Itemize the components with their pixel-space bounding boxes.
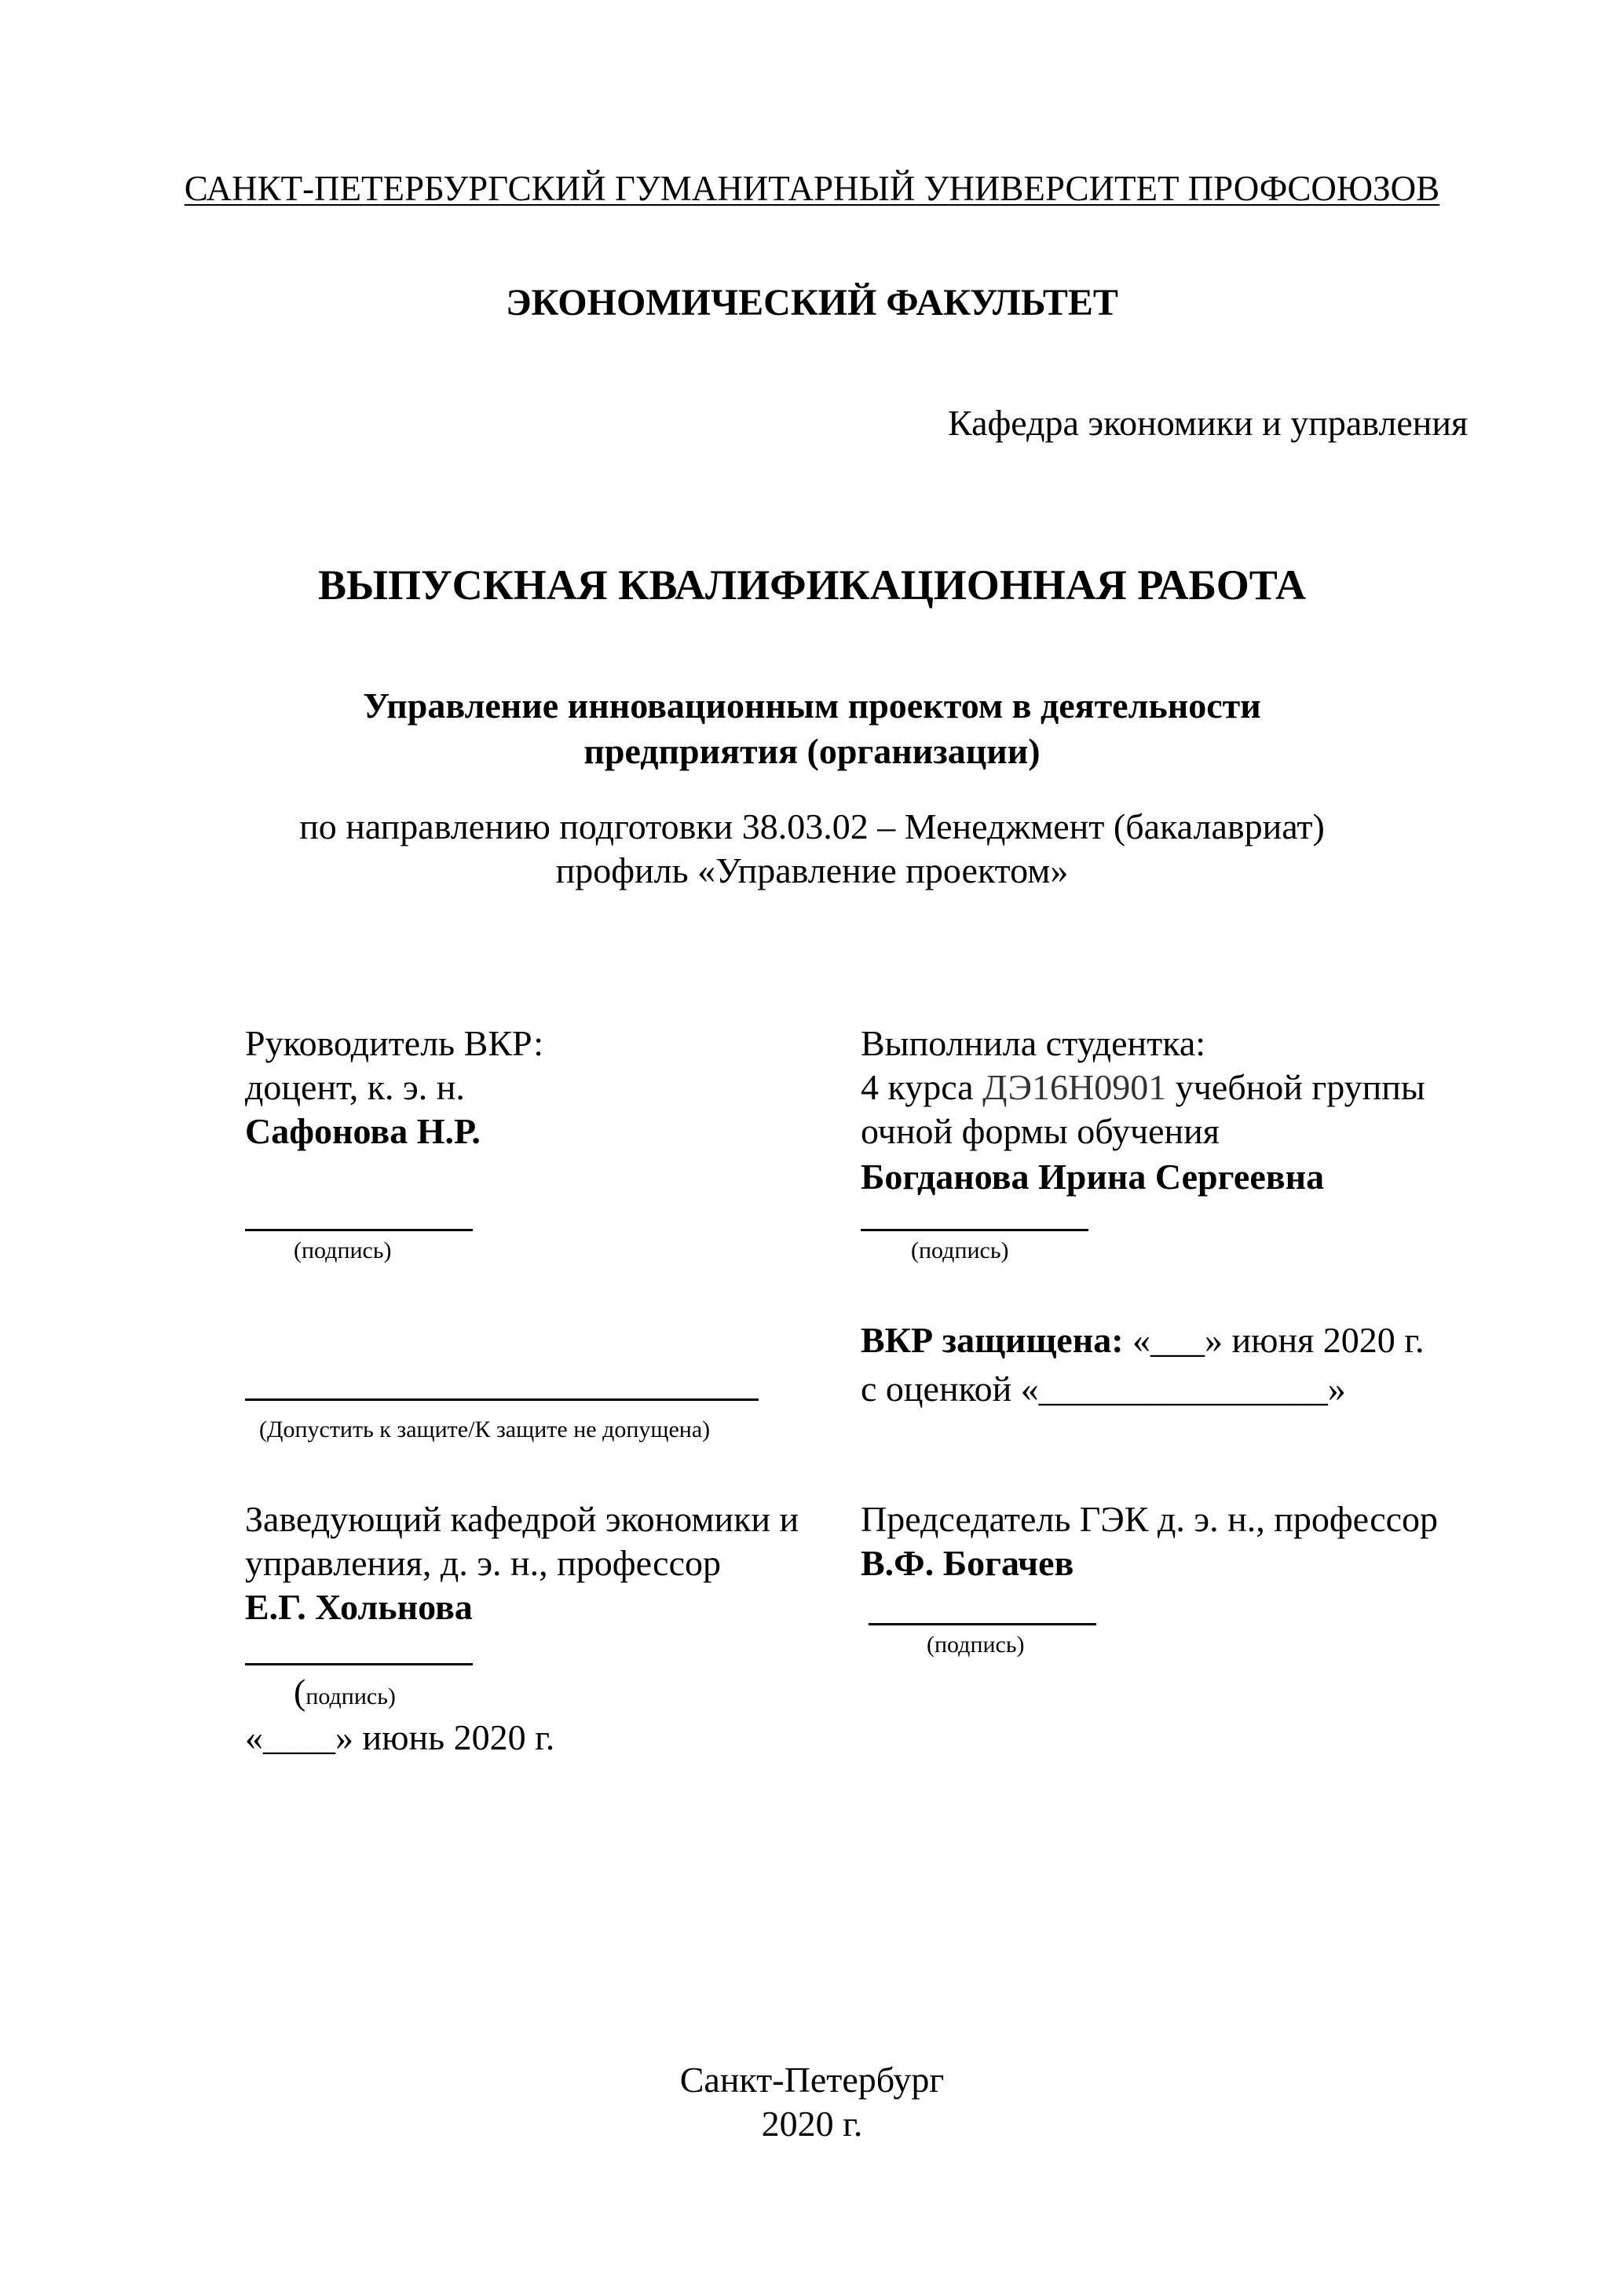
- commission-chair-name: В.Ф. Богачев: [861, 1543, 1074, 1583]
- head-of-department-line-1: Заведующий кафедрой экономики и: [245, 1499, 799, 1539]
- topic-line-2: предприятия (организации): [583, 731, 1041, 771]
- head-signature-paren: (: [294, 1672, 306, 1712]
- faculty-name: ЭКОНОМИЧЕСКИЙ ФАКУЛЬТЕТ: [506, 282, 1118, 324]
- head-of-department-name: Е.Г. Хольнова: [245, 1587, 473, 1627]
- head-signature-line: [245, 1663, 473, 1665]
- footer-city: Санкт-Петербург: [679, 2060, 945, 2100]
- admission-caption: (Допустить к защите/К защите не допущена): [259, 1417, 711, 1442]
- footer-year: 2020 г.: [761, 2104, 863, 2144]
- work-type-title: ВЫПУСКНАЯ КВАЛИФИКАЦИОННАЯ РАБОТА: [317, 561, 1307, 609]
- head-approval-date: «____» июнь 2020 г.: [245, 1717, 555, 1757]
- student-course-prefix: 4 курса: [861, 1067, 983, 1107]
- profile-line: профиль «Управление проектом»: [555, 850, 1069, 890]
- supervisor-signature-line: [245, 1229, 473, 1231]
- student-course-suffix: учебной группы: [1166, 1067, 1425, 1107]
- direction-line: по направлению подготовки 38.03.02 – Менеджмент (бакалавриат): [299, 806, 1325, 846]
- department-name: Кафедра экономики и управления: [948, 403, 1469, 443]
- commission-chair-title: Председатель ГЭК д. э. н., профессор: [861, 1499, 1439, 1539]
- defense-date-line: [861, 1322, 1424, 1358]
- supervisor-label: Руководитель ВКР:: [245, 1023, 544, 1063]
- head-signature-caption-text: подпись): [305, 1684, 396, 1709]
- student-group-code: ДЭ16Н0901: [982, 1067, 1167, 1107]
- student-label: Выполнила студентка:: [861, 1023, 1206, 1063]
- defense-grade: с оценкой «________________»: [861, 1369, 1346, 1409]
- head-signature-caption: [294, 1674, 396, 1710]
- defense-date: «___» июня 2020 г.: [1123, 1320, 1425, 1360]
- supervisor-degree: доцент, к. э. н.: [245, 1067, 465, 1107]
- chair-signature-caption: (подпись): [927, 1632, 1025, 1658]
- chair-signature-line: [869, 1623, 1096, 1625]
- student-course-line: [861, 1069, 1425, 1106]
- head-of-department-line-2: управления, д. э. н., профессор: [245, 1543, 721, 1583]
- student-name: Богданова Ирина Сергеевна: [861, 1157, 1325, 1197]
- supervisor-signature-caption: (подпись): [294, 1238, 392, 1263]
- student-signature-line: [861, 1229, 1088, 1231]
- admission-decision-line: [245, 1398, 759, 1401]
- topic-line-1: Управление инновационным проектом в деятельности: [363, 686, 1261, 726]
- defense-label: ВКР защищена:: [861, 1320, 1124, 1360]
- student-signature-caption: (подпись): [911, 1238, 1009, 1263]
- university-name: САНКТ-ПЕТЕРБУРГСКИЙ ГУМАНИТАРНЫЙ УНИВЕРСИТЕТ ПРОФСОЮЗОВ: [184, 169, 1440, 208]
- student-study-form: очной формы обучения: [861, 1111, 1220, 1151]
- supervisor-name: Сафонова Н.Р.: [245, 1111, 481, 1151]
